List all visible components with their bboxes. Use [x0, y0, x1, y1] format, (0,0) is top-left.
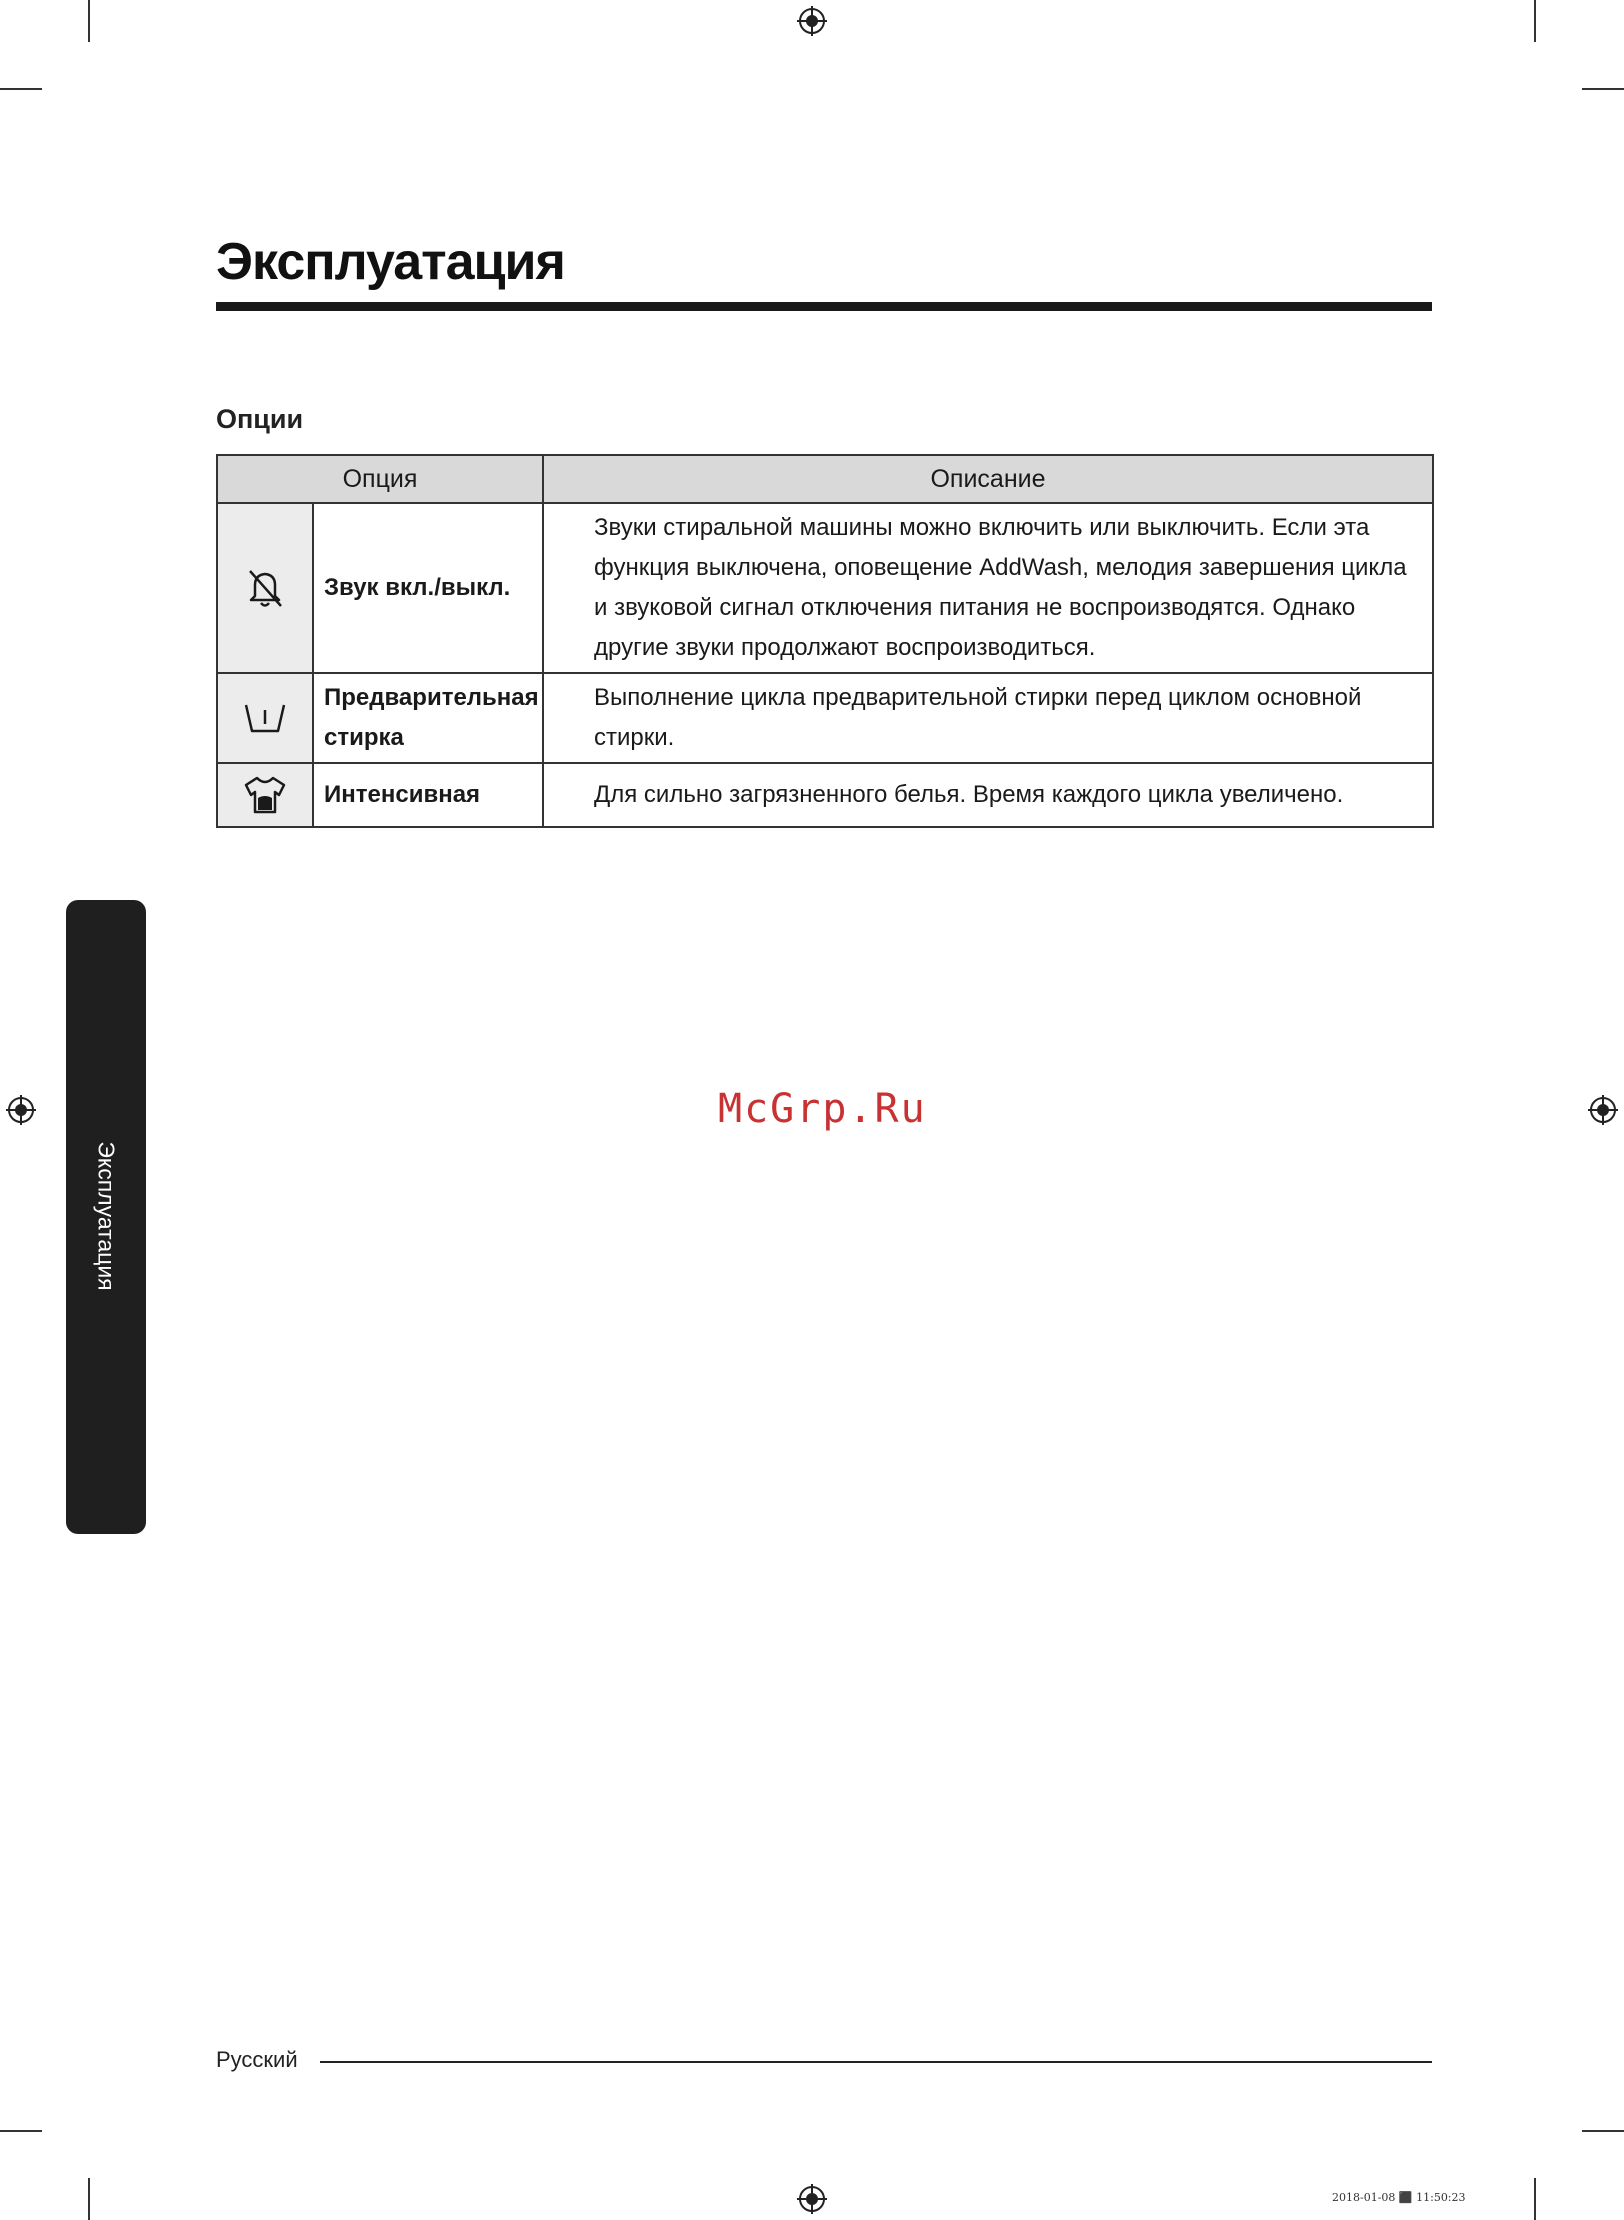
footer-rule	[320, 2061, 1432, 2063]
crop-mark	[1582, 88, 1624, 90]
column-header-description: Описание	[543, 455, 1433, 503]
prewash-tub-icon	[243, 700, 287, 736]
table-row	[217, 503, 1433, 673]
option-description: Для сильно загрязненного белья. Время каждого цикла увеличено.	[543, 763, 1433, 827]
table-header-row	[217, 455, 1433, 503]
crop-mark	[1534, 2178, 1536, 2220]
registration-mark-icon	[797, 6, 827, 36]
registration-mark-icon	[797, 2184, 827, 2214]
option-name: Предварительная стирка	[313, 673, 543, 763]
column-header-option: Опция	[217, 455, 543, 503]
print-info: 2018-01-08 ⬛ 11:50:23	[1332, 2191, 1466, 2204]
option-name: Звук вкл./выкл.	[313, 503, 543, 673]
crop-mark	[0, 2130, 42, 2132]
option-description: Звуки стиральной машины можно включить или выключить. Если эта функция выключена, оповещение AddWash, мелодия завершения цикла и звуковой сигнал отключения питания не воспроизводятся. Однако другие звуки продолжают воспроизводиться.	[543, 503, 1433, 673]
page-title: Эксплуатация	[216, 233, 565, 291]
title-rule	[216, 302, 1432, 311]
crop-mark	[0, 88, 42, 90]
watermark: McGrp.Ru	[718, 1086, 927, 1132]
bell-off-icon	[245, 566, 285, 610]
intensive-shirt-icon	[242, 774, 288, 816]
registration-mark-icon	[1588, 1095, 1618, 1125]
option-description: Выполнение цикла предварительной стирки перед циклом основной стирки.	[543, 673, 1433, 763]
table-row	[217, 673, 1433, 763]
registration-mark-icon	[6, 1095, 36, 1125]
footer-language: Русский	[216, 2047, 298, 2072]
side-tab-label: Эксплуатация	[93, 1141, 120, 1291]
section-title: Опции	[216, 404, 304, 434]
crop-mark	[1534, 0, 1536, 42]
crop-mark	[1582, 2130, 1624, 2132]
table-row	[217, 763, 1433, 827]
options-table	[216, 454, 1434, 828]
crop-mark	[88, 2178, 90, 2220]
option-name: Интенсивная	[313, 763, 543, 827]
crop-mark	[88, 0, 90, 42]
